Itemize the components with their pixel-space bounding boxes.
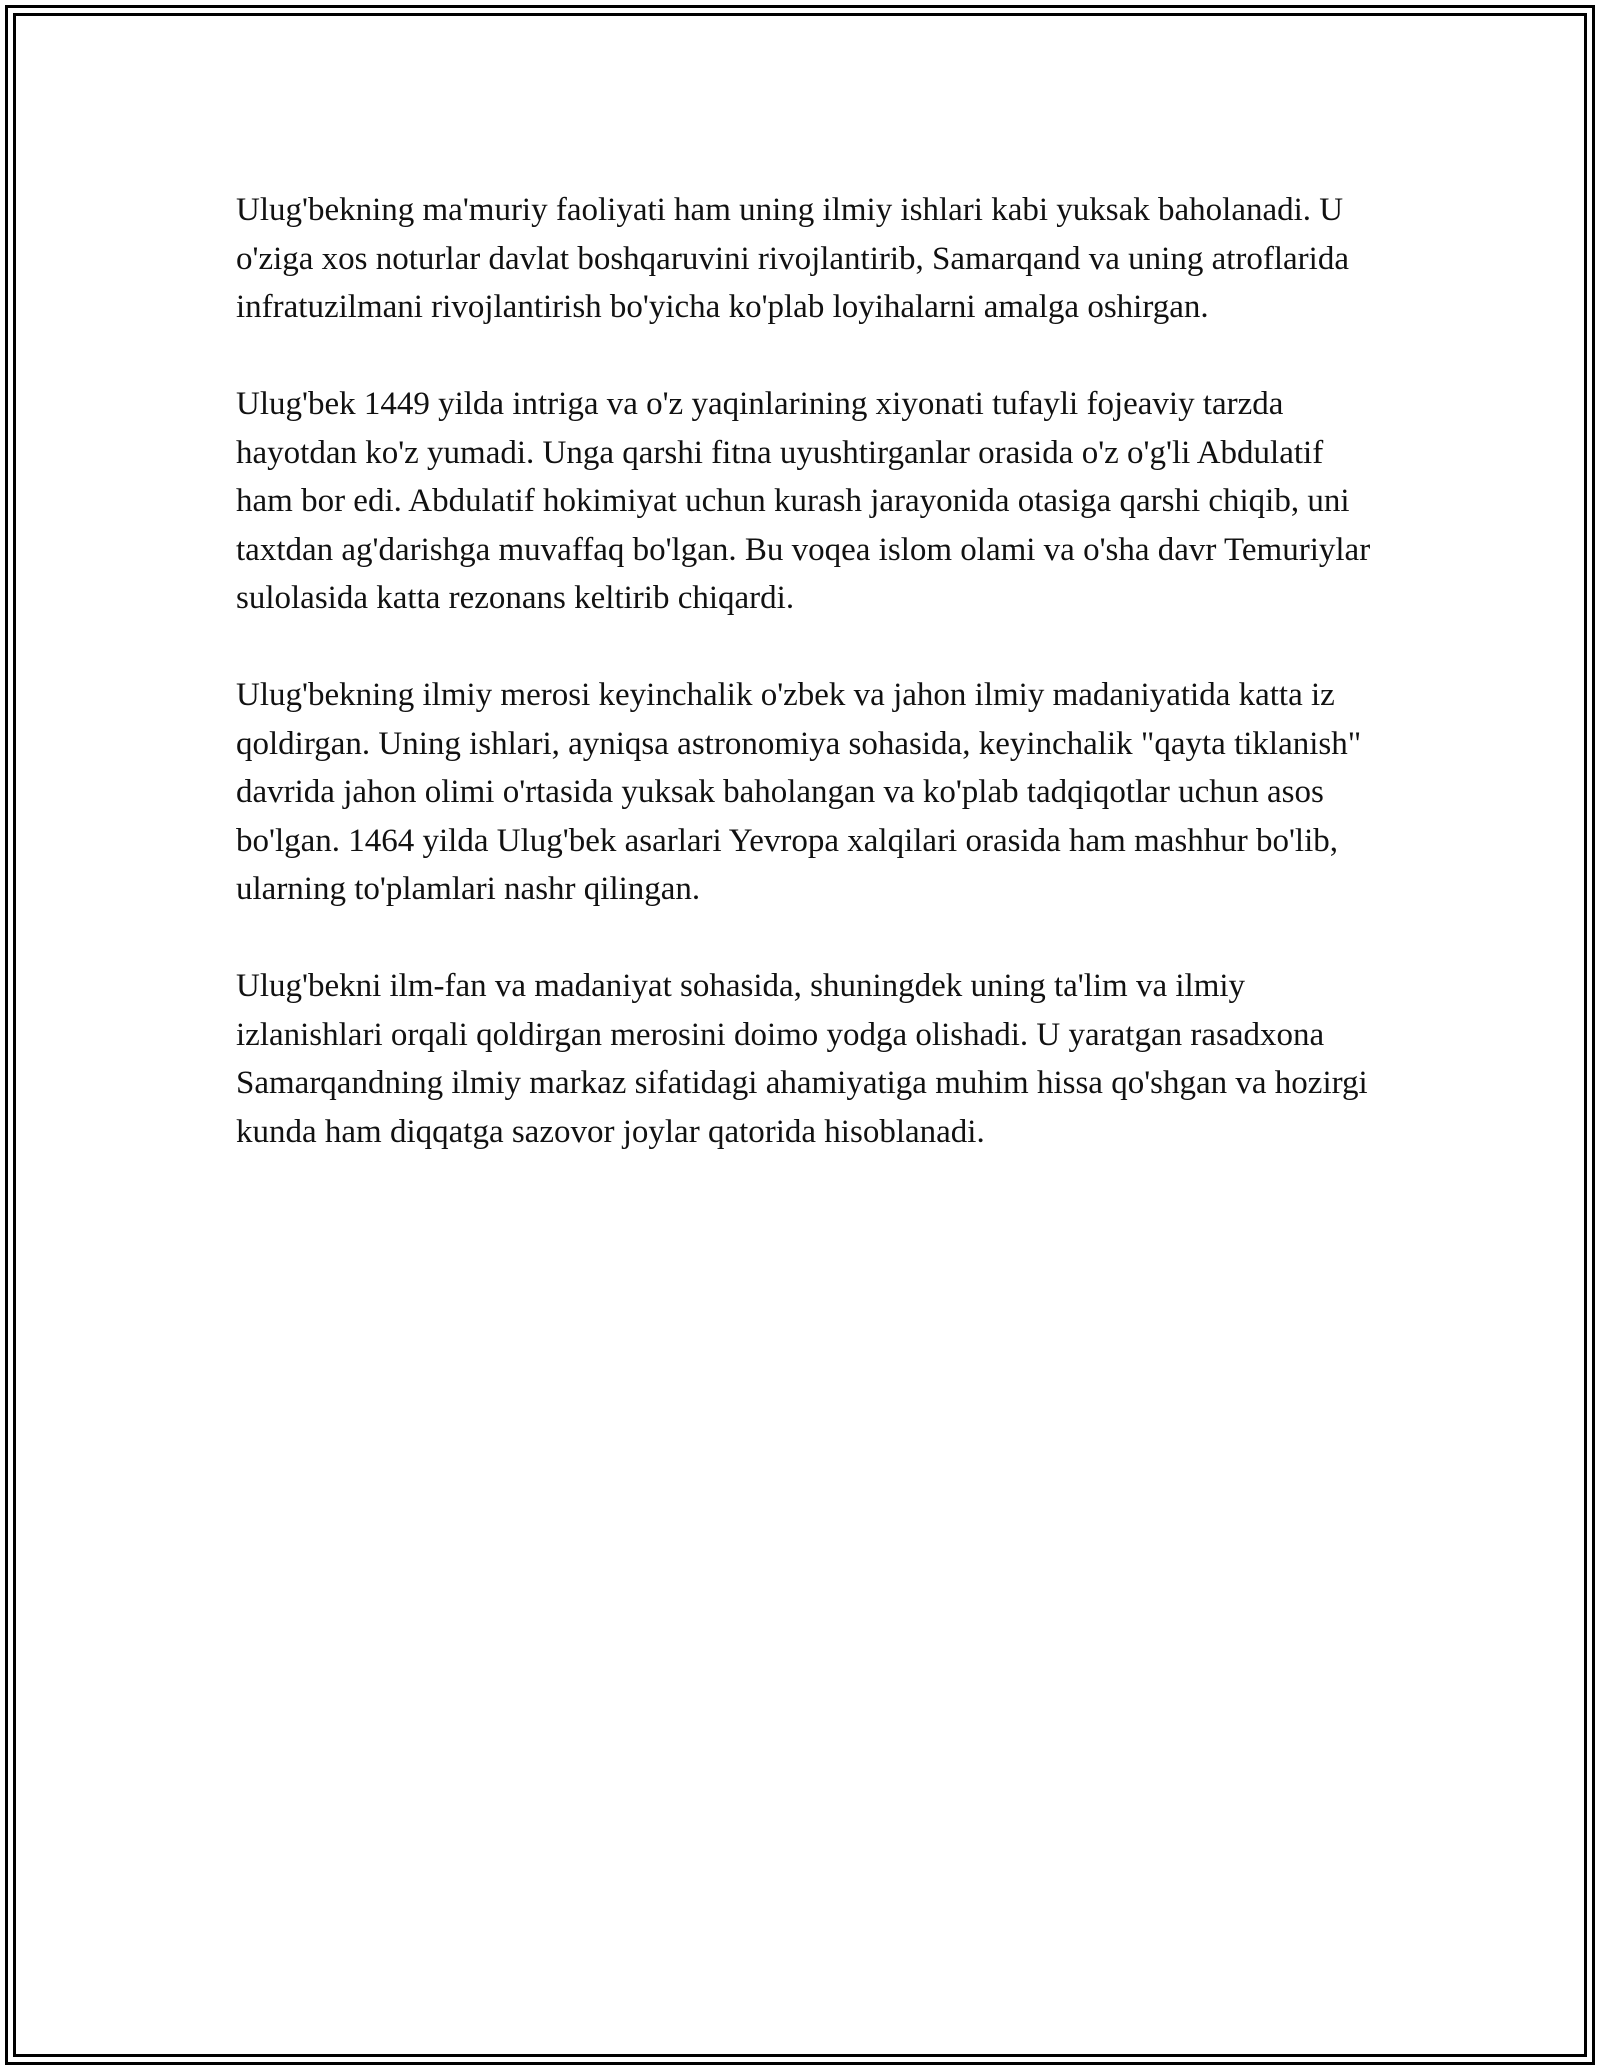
paragraph-remembrance: Ulug'bekni ilm-fan va madaniyat sohasida, shuningdek uning ta'lim va ilmiy izlanishlari orqali qoldirgan merosini doimo yodga olishadi. U yaratgan rasadxona Samarqandning ilmiy markaz sifatidagi ahamiyatiga muhim hissa qo'shgan va hozirgi kunda ham diqqatga sazovor joylar qatorida hisoblanadi. [236, 968, 1368, 1150]
paragraph-administration: Ulug'bekning ma'muriy faoliyati ham uning ilmiy ishlari kabi yuksak baholanadi. U o'ziga xos noturlar davlat boshqaruvini rivojlantirib, Samarqand va uning atroflarida infratuzilmani rivojlantirish bo'yicha ko'plab loyihalarni amalga oshirgan. [236, 192, 1349, 325]
document-body [236, 186, 1376, 1205]
paragraph-legacy: Ulug'bekning ilmiy merosi keyinchalik o'zbek va jahon ilmiy madaniyatida katta iz qoldirgan. Uning ishlari, ayniqsa astronomiya sohasida, keyinchalik "qayta tiklanish" davrida jahon olimi o'rtasida yuksak baholangan va ko'plab tadqiqotlar uchun asos bo'lgan. 1464 yilda Ulug'bek asarlari Yevropa xalqilari orasida ham mashhur bo'lib, ularning to'plamlari nashr qilingan. [236, 677, 1362, 907]
paragraph-death: Ulug'bek 1449 yilda intriga va o'z yaqinlarining xiyonati tufayli fojeaviy tarzda hayotdan ko'z yumadi. Unga qarshi fitna uyushtirganlar orasida o'z o'g'li Abdulatif ham bor edi. Abdulatif hokimiyat uchun kurash jarayonida otasiga qarshi chiqib, uni taxtdan ag'darishga muvaffaq bo'lgan. Bu voqea islom olami va o'sha davr Temuriylar sulolasida katta rezonans keltirib chiqardi. [236, 386, 1371, 616]
